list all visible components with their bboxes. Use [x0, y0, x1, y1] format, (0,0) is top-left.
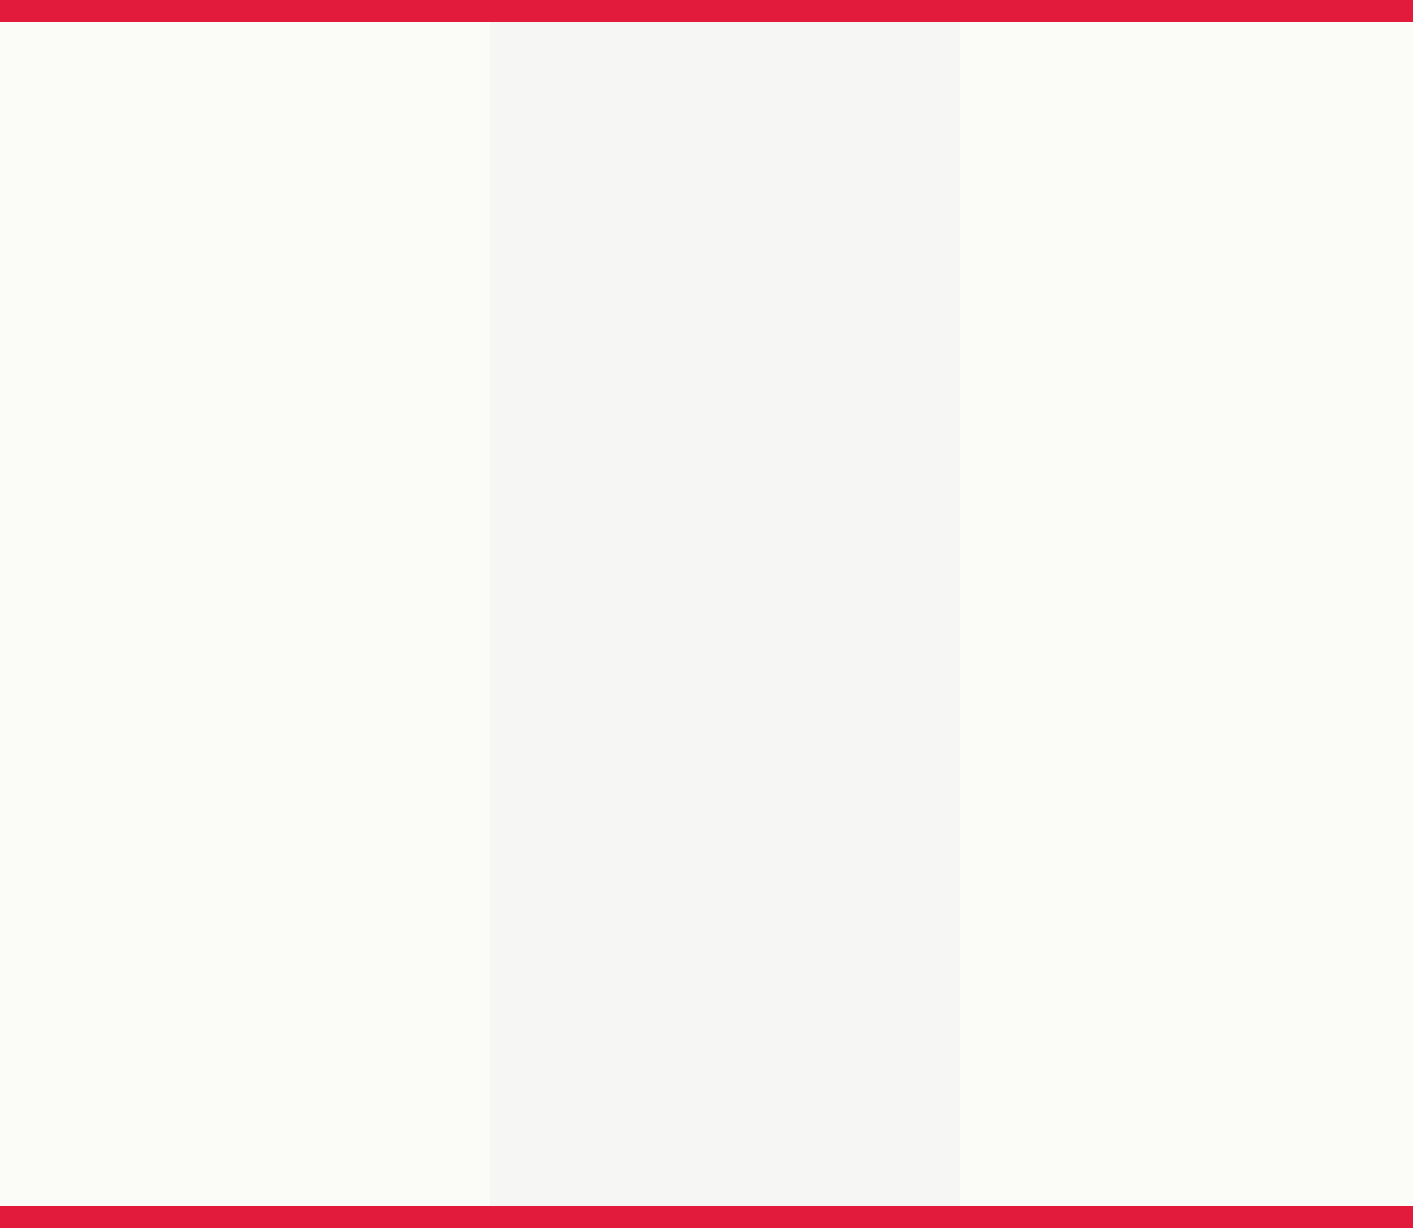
menu-column-2 [490, 22, 960, 1206]
menu-column-1 [0, 22, 490, 1206]
menu-column-3 [960, 22, 1413, 1206]
menu-sheet [0, 22, 1413, 1206]
